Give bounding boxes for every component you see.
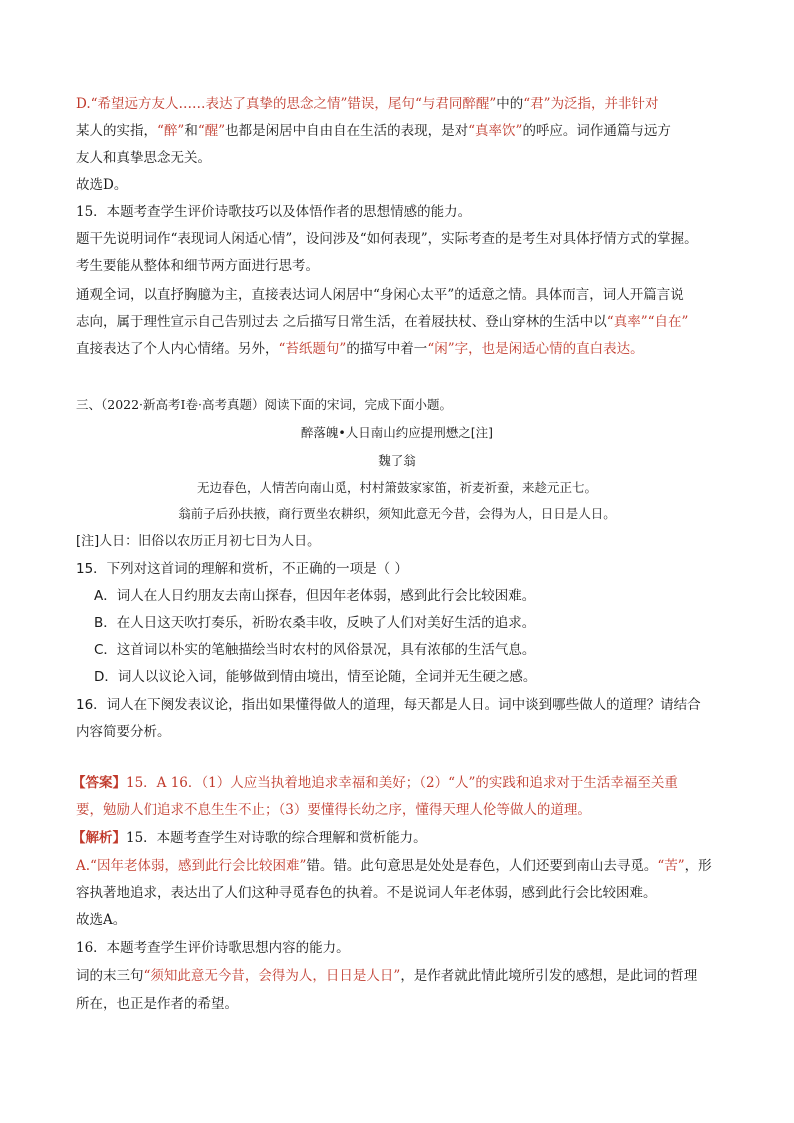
analysis-conclusion: 故选A。 — [76, 912, 127, 928]
q15-analysis-line-1: 15．本题考查学生评价诗歌技巧以及体悟作者的思想情感的能力。 — [76, 204, 472, 220]
text-span: “苦” — [657, 858, 685, 874]
q15-analysis-line-4: 通观全词，以直抒胸臆为主，直接表达词人闲居中“身闲心太平”的适意之情。具体而言，词人开篇言说 — [76, 287, 684, 303]
text-span: ，是作者就此情此境所引发的感想，是此词的哲理 — [400, 968, 698, 984]
analysis-label: 【解析】 — [72, 830, 126, 846]
poem-line-2: 翁前子后孙扶掖，商行贾坐农耕织，须知此意无今昔，会得为人，日日是人日。 — [178, 506, 616, 521]
answer-line-2 — [76, 801, 591, 819]
option-c: C．这首词以朴实的笔触描绘当时农村的风俗景况，具有浓郁的生活气息。 — [94, 642, 536, 658]
question-16-line-2: 内容简要分析。 — [76, 724, 171, 740]
answer-d-line-2 — [76, 122, 671, 140]
q15-analysis-line-3: 考生要能从整体和细节两方面进行思考。 — [76, 258, 319, 274]
text-span: 字，也是闲适心情的直白表达。 — [454, 341, 644, 357]
analysis-line-2 — [76, 857, 712, 875]
text-span: 也都是闲居中自由自在生活的表现，是对 — [225, 123, 469, 139]
text-span: “与君同醉醒” — [414, 96, 497, 112]
text-span: 15．A 16．（1）人应当执着地追求幸福和美好；（2） — [126, 775, 449, 791]
question-15: 15．下列对这首词的理解和赏析，不正确的一项是（ ） — [76, 561, 408, 577]
analysis-line-5: 16．本题考查学生评价诗歌思想内容的能力。 — [76, 940, 350, 956]
text-span: “闲” — [427, 341, 455, 357]
analysis-line-6 — [76, 967, 697, 985]
q15-analysis-line-5 — [76, 313, 688, 331]
text-span: “真率”“自在” — [606, 314, 689, 330]
text-span: 的描写中着一 — [346, 341, 428, 357]
text-span: “真率饮” — [468, 123, 523, 139]
option-d: D．词人以议论入词，能够做到情由境出，情至论随，全词并无生硬之感。 — [94, 669, 537, 685]
analysis-line-3: 容执著地追求，表达出了人们这种寻觅春色的执着。不是说词人年老体弱，感到此行会比较困难。 — [76, 885, 657, 901]
poem-line-1: 无边春色，人情苦向南山觅，村村箫鼓家家笛，祈麦祈蚕，来趁元正七。 — [196, 480, 597, 495]
option-b: B．在人日这天吹打奏乐，祈盼农桑丰收，反映了人们对美好生活的追求。 — [94, 615, 536, 631]
answer-d-line-1 — [76, 95, 659, 113]
text-span: 15．本题考查学生对诗歌的综合理解和赏析能力。 — [126, 830, 427, 846]
text-span: “醉” — [157, 123, 185, 139]
q15-analysis-line-2: 题干先说明词作“表现词人闲适心情”，设问涉及“如何表现”，实际考查的是考生对具体抒情方式的掌握。 — [76, 231, 698, 247]
option-a: A．词人在人日约朋友去南山探春，但因年老体弱，感到此行会比较困难。 — [94, 588, 536, 604]
text-span: 志向，属于理性宣示自己告别过去 之后描写日常生活，在着屐扶杖、登山穿林的生活中以 — [76, 314, 607, 330]
text-span: A. — [76, 858, 91, 874]
text-span: 直接表达了个人内心情绪。另外， — [76, 341, 279, 357]
section-header: 三、（2022·新高考Ⅰ卷·高考真题）阅读下面的宋词，完成下面小题。 — [76, 397, 452, 412]
poem-note: [注]人日：旧俗以农历正月初七日为人日。 — [76, 534, 321, 549]
answer-label: 【答案】 — [72, 775, 126, 791]
poem-author: 魏了翁 — [378, 453, 416, 468]
text-span: “须知此意无今昔，会得为人，日日是人日” — [143, 968, 401, 984]
answer-d-line-3: 友人和真挚思念无关。 — [76, 150, 211, 166]
q15-analysis-line-6 — [76, 340, 644, 358]
text-span: 为泛指，并非针对 — [550, 96, 659, 112]
analysis-line-1 — [72, 829, 427, 847]
text-span: 某人的实指， — [76, 123, 157, 139]
text-span: D.“希望远方友人……表达了真挚的思念之情”错误，尾句 — [76, 96, 415, 112]
poem-title: 醉落魄•人日南山约应提刑懋之[注] — [300, 425, 494, 440]
text-span: 错。错。此句意思是处处是春色，人们还要到南山去寻觅。 — [306, 858, 658, 874]
text-span: 和 — [184, 123, 198, 139]
question-16-line-1: 16．词人在下阕发表议论，指出如果懂得做人的道理，每天都是人日。词中谈到哪些做人的道理？请结合 — [76, 697, 701, 713]
text-span: 的呼应。词作通篇与远方 — [522, 123, 671, 139]
text-span: ，形 — [684, 858, 712, 874]
text-span: 中的 — [496, 96, 524, 112]
text-span: “醒” — [197, 123, 226, 139]
answer-line-1 — [72, 774, 678, 792]
text-span: “君” — [523, 96, 551, 112]
text-span: 词的末三句 — [76, 968, 144, 984]
text-span: 要，勉励人们追求不息生生不止；（3）要懂得长幼之序，懂得天理人伦等做人的道理。 — [76, 802, 591, 818]
text-span: “人”的实践和追求对于生活幸福至关重 — [448, 775, 678, 791]
text-span: “因年老体弱，感到此行会比较困难” — [90, 858, 307, 874]
analysis-line-7: 所在，也正是作者的希望。 — [76, 996, 238, 1012]
answer-d-conclusion: 故选D。 — [76, 177, 128, 193]
text-span: “苔纸题句” — [278, 341, 347, 357]
